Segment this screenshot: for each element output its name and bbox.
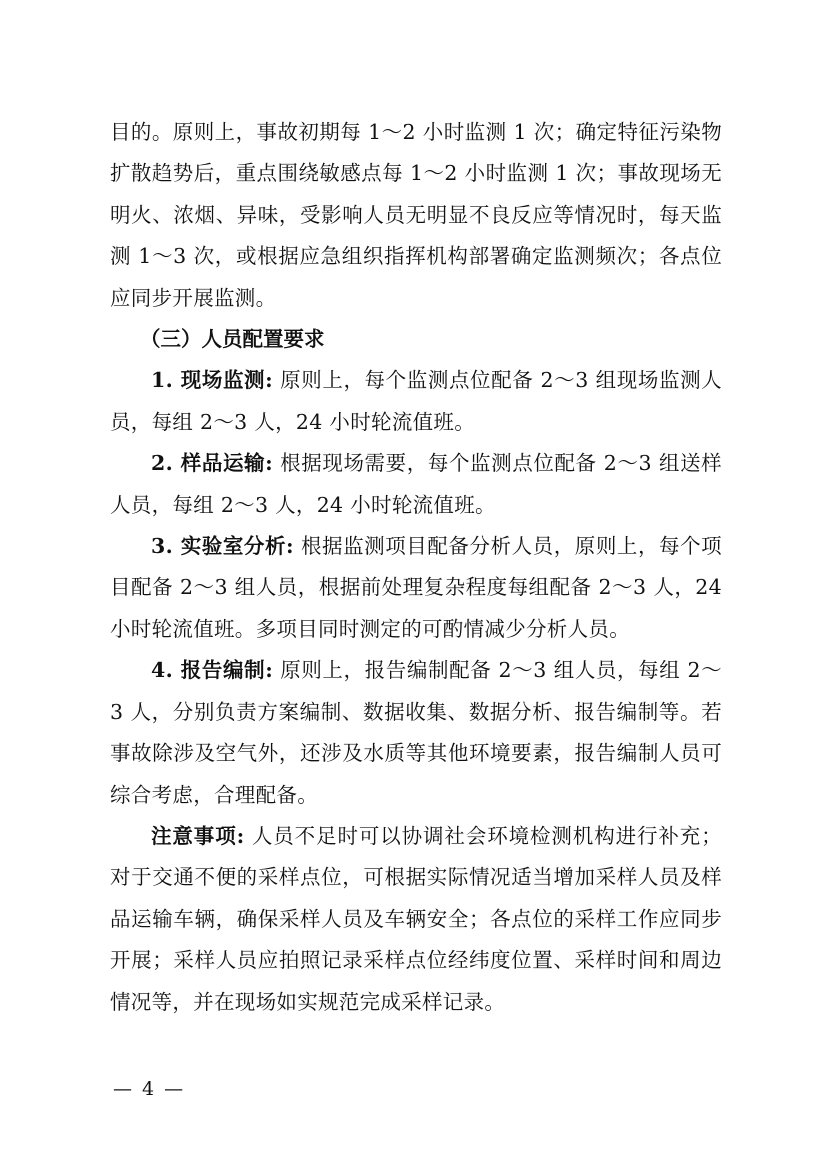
item-text: 原则上，报告编制配备 2～3 组人员，每组 2～3 人，分别负责方案编制、数据收集、数据分析、报告编制等。若事故除涉及空气外，还涉及水质等其他环境要素，报告编制人员可综合考虑，合理配备。: [110, 658, 722, 807]
note-lead: 注意事项:: [151, 823, 245, 848]
item-lead: 2. 样品运输:: [151, 451, 274, 476]
item-sample-transport: [110, 443, 722, 526]
section-heading-staffing: （三）人员配置要求: [140, 327, 325, 352]
note-text: 人员不足时可以协调社会环境检测机构进行补充；对于交通不便的采样点位，可根据实际情况适当增加采样人员及样品运输车辆，确保采样人员及车辆安全；各点位的采样工作应同步开展；采样人员应拍照记录采样点位经纬度位置、采样时间和周边情况等，并在现场如实规范完成采样记录。: [110, 823, 722, 1014]
item-text: 原则上，每个监测点位配备 2～3 组现场监测人员，每组 2～3 人，24 小时轮流值班。: [110, 368, 722, 434]
paragraph-monitoring-frequency: 目的。原则上，事故初期每 1～2 小时监测 1 次；确定特征污染物扩散趋势后，重点围绕敏感点每 1～2 小时监测 1 次；事故现场无明火、浓烟、异味，受影响人员无明显不良反应等情况时，每天监测 1～3 次，或根据应急组织指挥机构部署确定监测频次；各点位应同步开展监测。: [110, 120, 722, 310]
item-lab-analysis: [110, 526, 722, 650]
item-report-compilation: [110, 650, 722, 816]
item-lead: 4. 报告编制:: [151, 658, 274, 683]
item-lead: 3. 实验室分析:: [151, 534, 294, 559]
document-body: [110, 112, 722, 1023]
item-field-monitoring: [110, 360, 722, 443]
item-lead: 1. 现场监测:: [151, 368, 274, 393]
page-number: — 4 —: [113, 1078, 186, 1100]
note-paragraph: [110, 816, 722, 1023]
item-text: 根据现场需要，每个监测点位配备 2～3 组送样人员，每组 2～3 人，24 小时轮流值班。: [110, 451, 722, 517]
item-text: 根据监测项目配备分析人员，原则上，每个项目配备 2～3 组人员，根据前处理复杂程度每组配备 2～3 人，24 小时轮流值班。多项目同时测定的可酌情减少分析人员。: [110, 534, 722, 641]
